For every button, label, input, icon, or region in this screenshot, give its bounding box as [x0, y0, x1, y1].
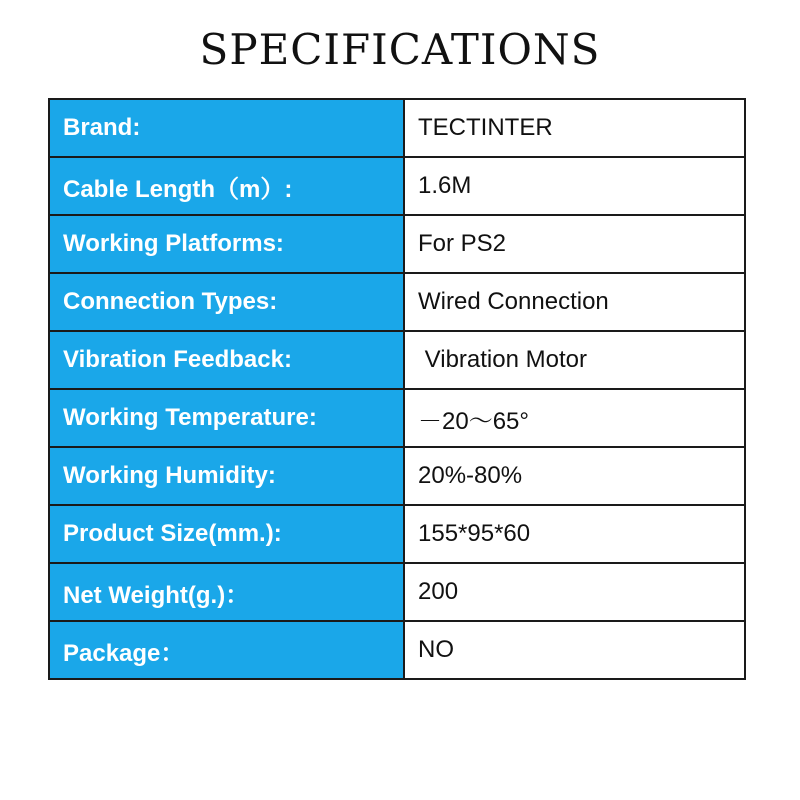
- spec-row-cable-length: [49, 157, 745, 215]
- spec-value: For PS2: [404, 215, 745, 273]
- spec-label: Working Platforms:: [49, 215, 404, 273]
- spec-row-vibration-feedback: [49, 331, 745, 389]
- spec-label: Brand:: [49, 99, 404, 157]
- spec-value: 155*95*60: [404, 505, 745, 563]
- spec-row-working-humidity: [49, 447, 745, 505]
- page-title: SPECIFICATIONS: [199, 25, 601, 74]
- spec-row-product-size: [49, 505, 745, 563]
- spec-label: Cable Length（m）:: [49, 157, 404, 215]
- spec-label: Working Humidity:: [49, 447, 404, 505]
- spec-row-working-temperature: [49, 389, 745, 447]
- spec-value: NO: [404, 621, 745, 679]
- spec-row-net-weight: [49, 563, 745, 621]
- spec-row-brand: [49, 99, 745, 157]
- spec-value: －20～65°: [404, 389, 745, 447]
- spec-row-working-platforms: [49, 215, 745, 273]
- spec-label: Package：: [49, 621, 404, 679]
- spec-value: 200: [404, 563, 745, 621]
- spec-row-package: [49, 621, 745, 679]
- spec-label: Working Temperature:: [49, 389, 404, 447]
- spec-label: Connection Types:: [49, 273, 404, 331]
- spec-value: 1.6M: [404, 157, 745, 215]
- spec-row-connection-types: [49, 273, 745, 331]
- spec-label: Product Size(mm.):: [49, 505, 404, 563]
- spec-value: TECTINTER: [404, 99, 745, 157]
- spec-label: Vibration Feedback:: [49, 331, 404, 389]
- spec-value: 20%-80%: [404, 447, 745, 505]
- spec-value: Wired Connection: [404, 273, 745, 331]
- spec-value: Vibration Motor: [404, 331, 745, 389]
- spec-label: Net Weight(g.)：: [49, 563, 404, 621]
- specifications-table: [48, 98, 746, 680]
